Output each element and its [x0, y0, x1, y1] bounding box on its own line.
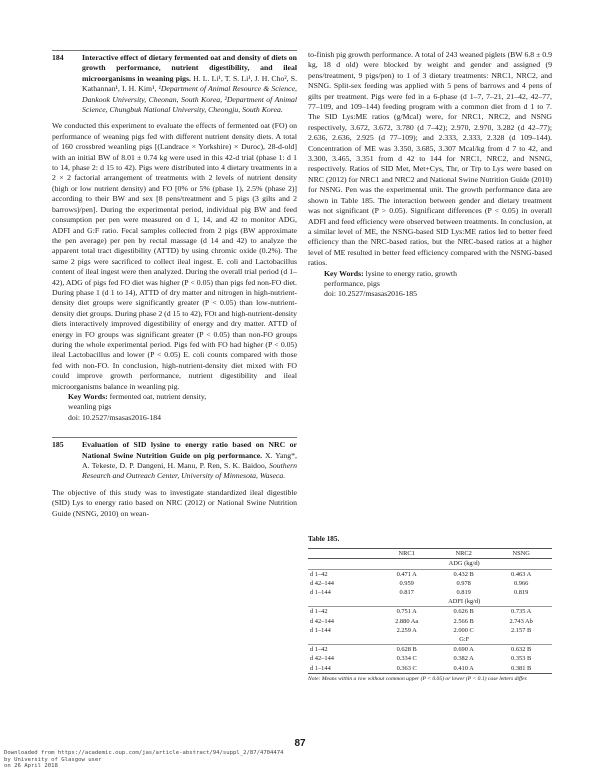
abstract-affiliation: Southern Research and Outreach Center, University of Minnesota, Waseca. [82, 461, 297, 481]
abstract-authors: H. L. Li¹, T. S. Li¹, J. H. Cho², S. Kathannan¹, I. H. Kim¹, [82, 73, 298, 94]
table-cell: 0.382 A [453, 655, 474, 663]
table-section-title: G:F [376, 635, 552, 645]
table-cell: d 1–144 [310, 626, 331, 634]
table-header-row [308, 549, 552, 559]
table-cell: 0.410 A [437, 664, 490, 674]
table-cell: 0.363 C [376, 664, 437, 674]
abstract-185 [52, 437, 297, 519]
table-cell: 2.259 A [396, 626, 417, 634]
table-cell: 0.628 B [396, 646, 417, 654]
table-section-row [308, 559, 552, 569]
abstract-number: 185 [52, 440, 64, 450]
table-cell: 0.978 [456, 579, 471, 587]
table-cell: 0.626 B [453, 608, 474, 616]
table-row [308, 645, 552, 655]
abstract-affiliation: ¹Department of Animal Resource & Science, Dankook University, Cheonan, South Korea, ²Department of Animal Science, Chungbuk National University, Cheongju, South Korea. [82, 84, 297, 115]
table-cell: 0.432 B [453, 570, 474, 578]
table-section-title: ADG (kg/d) [376, 559, 552, 569]
keywords-label: Key Words: [324, 268, 364, 278]
table-185 [308, 535, 552, 683]
data-table [308, 548, 552, 674]
abstract-title: Interactive effect of dietary fermented oat and density of diets on growth performance, nutrient digestibility, and ileal microorganisms in weaning pigs. [82, 53, 297, 83]
keywords-label: Key Words: [68, 392, 108, 401]
keywords-continued: performance, pigs [324, 278, 380, 288]
left-column [52, 50, 297, 519]
table-cell: d 42–144 [310, 579, 334, 587]
table-cell: 0.751 A [396, 608, 417, 616]
table-cell: 2.880 Aa [395, 617, 419, 625]
footer-line: Downloaded from https://academic.oup.com/jas/article-abstract/94/suppl_2/87/4704474 [4, 750, 284, 756]
header-cell [308, 549, 376, 559]
table-row [308, 654, 552, 663]
table-row [308, 569, 552, 579]
table-cell [308, 597, 376, 607]
page-number: 87 [294, 738, 306, 749]
keywords-text: lysine to energy ratio, growth [365, 268, 457, 278]
table-cell: 0.353 B [511, 655, 532, 663]
table-cell: 0.471 A [396, 570, 417, 578]
abstract-authors: X. Yang*, A. Tekeste, D. P. Dangeni, H. Manu, P. Ren, S. K. Baidoo, [82, 450, 297, 471]
download-footer [4, 750, 284, 770]
abstract-body: The objective of this study was to investigate standardized ileal digestible (SID) Lys to energy ratio based on NRC (2012) or National Swine Nutrition Guide (NSNG, 2010) on wean- [52, 487, 297, 518]
footer-line: on 26 April 2018 [4, 763, 58, 770]
table-cell: 0.819 [513, 589, 529, 597]
keywords-text: fermented oat, nutrient density, [109, 392, 207, 401]
table-section-row [308, 635, 552, 645]
header-cell: NRC1 [376, 549, 437, 559]
table-cell: d 1–144 [308, 664, 376, 674]
keywords-line [52, 392, 297, 402]
table-row [308, 588, 552, 597]
table-row [308, 607, 552, 617]
abstract-184 [52, 50, 297, 423]
abstract-185-body-continued: to-finish pig growth performance. A total of 243 weaned piglets (BW 6.8 ± 0.9 kg, 18 d old) were blocked by weight and gender and assigned (9 pens/treatment, 9 pigs/pen) to 1 of 3 dietary treatments: NRC1, NRC2, and NSNG. Split-sex feeding was applied with 5 pens of barrows and 4 pens of gilts per treatment. Pigs were fed in a 6-phase (d 1–7, 7–21, 21–42, 42–77, 77–109, and 109–144) feeding program with a common diet from d 1 to 7. The SID Lys:ME ratios (g/Mcal) were, for NRC1, NRC2, and NSNG respectively, 3.672, 3.672, 3.780 (d 7–42); 2.970, 2.970, 3.282 (d 42–77); 2.636, 2.636, 2.925 (d 77–109); and 2.333, 2.333, 2.328 (d 109–144). Concentration of ME was 3.350, 3.685, 3.307 Mcal/kg from d 7 to 42, and 3.300, 3.465, 3.351 from d 42 to 144 for NRC1, NRC2, and NSNG, respectively. Ratios of SID Met, Met+Cys, Thr, or Trp to Lys were based on NRC (2012) for NRC1 and NRC2 and National Swine Nutrition Guide (2010) for NSNG. Pen was the experimental unit. The growth performance data are shown in Table 185. The interaction between gender and dietary treatment was not significant (P > 0.05). Significant differences (P < 0.05) in overall ADFI and feed efficiency were observed between treatments. In conclusion, at a similar level of ME, the NSNG-based SID Lys:ME ratios led to better feed efficiency than the NRC-based ratios, but the NRC-based ratios at a higher level of ME resulted in better feed efficiency compared with the NSNG-based ratios. [308, 50, 552, 268]
table-cell: d 42–144 [310, 655, 334, 663]
table-cell: 0.959 [399, 579, 414, 587]
table-cell: 0.735 A [511, 608, 532, 616]
header-cell: NSNG [490, 549, 552, 559]
table-cell: 0.690 A [453, 646, 474, 654]
table-cell: 0.817 [399, 589, 414, 597]
doi-text: doi: 10.2527/msasas2016-185 [324, 289, 417, 299]
table-cell: 0.966 [513, 579, 529, 587]
table-note: Note: Means within a row without common upper (P < 0.05) or lower (P < 0.1) case letters differ. [308, 675, 528, 682]
header-cell: NRC2 [437, 549, 490, 559]
table-row [308, 626, 552, 635]
footer-line: by University of Glasgow user [4, 756, 102, 763]
abstract-body: We conducted this experiment to evaluate the effects of fermented oat (FO) on performance of weaning pigs fed with different nutrient density diets. A total of 160 crossbred weanling pigs [(Landrace × Yorkshire) × Duroc), 28-d-old] with an initial BW of 8.01 ± 0.74 kg were used in this 42-d trial (phase 1: d 1 to 14, phase 2: d 15 to 42). Pigs were distributed into 4 dietary treatments in a 2 × 2 factorial arrangement of treatments with 2 levels of nutrient density (high or low nutrient density) and FO [0% or 5% (phase 1), 2.5% (phase 2)] according to their BW and sex [8 pens/treatment and 5 pigs (3 gilts and 2 barrows)/pen]. During the experimental period, individual pig BW and feed consumption per pen were measured on d 1, 14, and 42 to monitor ADG, ADFI and G:F ratio. Fecal samples collected from 2 pigs (BW approximate the pen average) per pen by rectal massage (d 14 and 42) to analyze the apparent total tract digestibility (ATTD) by using chromic oxide (0.2%). The same 2 pigs were sacrificed to collect ileal ingest. E. coli and Lactobacillus content of ileal ingest were then analyzed. During the overall trial period (d 1–42), ADG of pigs fed FO diet was higher (P < 0.05) than pigs fed non-FO diet. During phase 1 (d 1 to 14), ATTD of dry matter and nitrogen in high-nutrient-density diet groups were significantly greater (P < 0.05) than low-nutrient-density diet groups. During phase 2 (d 15 to 42), FOt and high-nutrient-density diets interactively improved digestibility of energy and dry matter. ATTD of energy in FO groups was significant greater (P < 0.05) than non-FO groups during the whole experimental period. Pigs fed with FO had higher (P < 0.05) ileal Lactobacillus and lower (P < 0.05) E. coli counts compared with those fed with non-FO. In conclusion, high-nutrient-density diet mixed with FO could improve growth performance, nutrient digestibility and ileal microorganisms balance in weanling pig. [52, 121, 297, 391]
keywords-continued: weanling pigs [68, 402, 112, 412]
table-cell: d 42–144 [310, 617, 334, 625]
table-row [308, 664, 552, 674]
table-section-row [308, 597, 552, 607]
abstract-184-header [52, 53, 297, 115]
table-cell: 0.381 B [490, 664, 552, 674]
table-row [308, 579, 552, 588]
table-cell: 0.819 [456, 589, 471, 597]
table-cell: 0.632 B [511, 646, 532, 654]
abstract-title: Evaluation of SID lysine to energy ratio based on NRC or National Swine Nutrition Guide on pig performance. [82, 440, 297, 460]
table-caption: Table 185. [308, 535, 340, 543]
table-body [308, 559, 552, 673]
abstract-number: 184 [52, 53, 64, 62]
table-cell: 2.000 C [453, 626, 474, 634]
table-cell: d 1–42 [310, 570, 328, 578]
table-cell: 0.334 C [396, 655, 417, 663]
keywords-line [308, 269, 552, 279]
table-cell: d 1–42 [310, 608, 328, 616]
table-cell [308, 559, 376, 569]
table-cell: 2.157 B [511, 626, 532, 634]
doi-text: doi: 10.2527/msasas2016-184 [68, 412, 161, 422]
table-cell: 2.743 Ab [509, 617, 533, 625]
table-row [308, 617, 552, 626]
right-column [308, 50, 552, 300]
table-cell: d 1–144 [310, 589, 331, 597]
table-cell [308, 635, 376, 645]
abstract-185-header [52, 440, 297, 482]
table-cell: d 1–42 [310, 646, 328, 654]
table-cell: 2.566 B [453, 617, 474, 625]
table-cell: 0.463 A [511, 570, 532, 578]
table-section-title: ADFI (kg/d) [376, 597, 552, 607]
